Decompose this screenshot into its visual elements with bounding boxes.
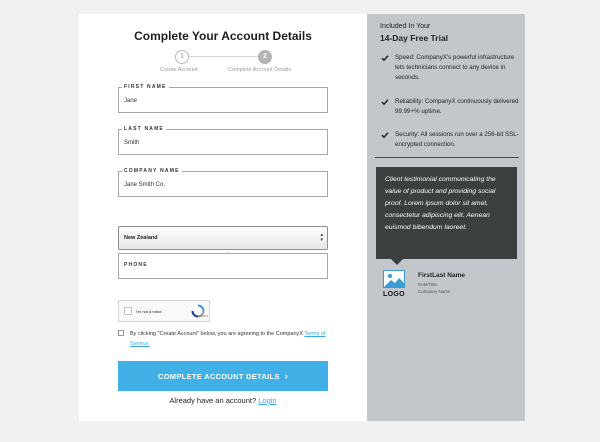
country-select[interactable]: [118, 226, 328, 250]
first-name-field[interactable]: [118, 84, 328, 113]
recaptcha-widget: [118, 300, 210, 322]
company-name-field[interactable]: [118, 168, 328, 197]
last-name-field[interactable]: [118, 126, 328, 155]
last-name-label: LAST NAME: [124, 126, 164, 132]
signin-prompt: [79, 396, 367, 405]
checkmark-icon: [381, 98, 389, 106]
chevron-right-icon: ›: [284, 371, 289, 381]
company-name-value: Jane Smith Co.: [124, 182, 166, 188]
terms-statement: By clicking "Create Account" below, you are agreeing to the CompanyX: [130, 331, 303, 337]
account-details-form: [79, 14, 367, 421]
signin-text: Already have an account?: [169, 396, 257, 405]
recaptcha-checkbox[interactable]: [124, 307, 132, 315]
phone-field[interactable]: [118, 253, 328, 279]
feature-text: Reliability: CompanyX continuously delivered 99.99+% uptime.: [395, 98, 519, 115]
recaptcha-brand: reCAPTCHA: [193, 315, 208, 318]
testimonial-text: Client testimonial communicating the value of product and providing social proof. Lorem ipsum dolor sit amet, consectetur adipiscing elit. Aenean euismod bibendum laoreet.: [385, 176, 496, 231]
step-1-indicator: 1: [175, 50, 189, 64]
last-name-value: Smith: [124, 140, 140, 146]
first-name-value: Jane: [124, 98, 138, 104]
company-logo-text: LOGO: [383, 291, 405, 298]
first-name-label: FIRST NAME: [124, 84, 167, 90]
step-2-label: Complete Account Details: [228, 67, 291, 73]
country-select-value: New Zealand: [124, 235, 158, 241]
complete-account-details-button[interactable]: [118, 361, 328, 391]
testimonial-person-name: FirstLast Name: [418, 272, 465, 279]
login-link[interactable]: Login: [258, 396, 277, 405]
terms-text: [130, 329, 330, 349]
complete-button-label: COMPLETE ACCOUNT DETAILS: [157, 371, 280, 381]
testimonial-bubble: [376, 167, 517, 259]
step-1-label: Create Account: [160, 67, 198, 73]
phone-label: PHONE: [124, 262, 148, 268]
terms-checkbox[interactable]: [118, 330, 124, 336]
page-title: Complete Your Account Details: [134, 29, 312, 43]
testimonial-person-company: Company Name: [418, 289, 451, 294]
trial-sidebar: [367, 14, 525, 421]
terms-link[interactable]: Terms of Service.: [130, 331, 326, 347]
select-arrows-icon: ▴ ▾: [320, 232, 323, 243]
checkmark-icon: [381, 131, 389, 139]
testimonial-person-role: Role/Title,: [418, 282, 439, 287]
sidebar-divider: [375, 157, 519, 158]
feature-text: Speed: CompanyX's powerful infrastructure lets technicians connect to any device in seconds.: [395, 54, 515, 81]
image-placeholder-icon: [383, 270, 405, 288]
feature-text: Security: All sessions run over a 256-bit SSL-encrypted connection.: [395, 131, 519, 148]
company-name-label: COMPANY NAME: [124, 168, 180, 174]
recaptcha-label: I'm not a robot: [136, 309, 162, 314]
checkmark-icon: [381, 54, 389, 62]
step-2-indicator: 2: [258, 50, 272, 64]
included-label: Included In Your: [380, 23, 431, 30]
stepper-line: [182, 56, 264, 57]
signup-card: [79, 14, 525, 421]
trial-heading: 14-Day Free Trial: [380, 33, 449, 43]
